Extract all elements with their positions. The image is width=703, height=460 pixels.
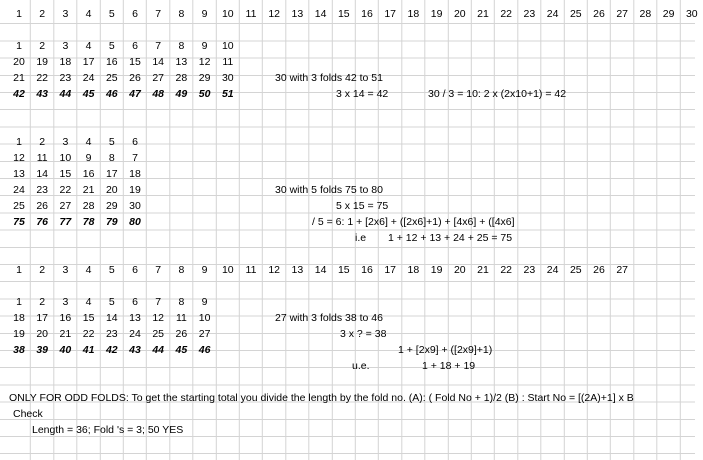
grid-cell[interactable]: 8 [178,264,185,276]
grid-cell[interactable]: 20 [453,264,466,276]
grid-cell[interactable]: 3 [62,136,69,148]
grid-cell[interactable]: 21 [82,184,95,196]
grid-cell[interactable]: 18 [59,56,72,68]
fold5-ie-value: 1 + 12 + 13 + 24 + 25 = 75 [388,232,513,244]
grid-cell[interactable]: 13 [291,8,304,20]
grid-cell[interactable]: 45 [82,88,95,100]
grid-cell[interactable]: 3 [62,8,69,20]
fold27-ue-value: 1 + 18 + 19 [422,360,476,372]
grid-cell[interactable]: 49 [175,88,188,100]
fold27-ue-label: u.e. [352,360,370,372]
grid-cell[interactable]: 16 [105,56,118,68]
grid-cell[interactable]: 1 [16,136,22,148]
grid-cell[interactable]: 13 [13,168,25,180]
grid-cell[interactable]: 7 [155,40,162,52]
grid-cell[interactable]: 28 [82,200,95,212]
grid-cell[interactable]: 20 [105,184,118,196]
grid-cell[interactable]: 4 [85,136,92,148]
grid-cell[interactable]: 26 [175,328,188,340]
grid-cell[interactable]: 7 [155,264,162,276]
grid-cell[interactable]: 25 [569,264,582,276]
odd-folds-rule-note: ONLY FOR ODD FOLDS: To get the starting total you divide the length by the fold no. (A): ( Fold No + 1)/2 (B) : Start No = [(2A)+1] x B [9,392,634,404]
grid-cell[interactable]: 50 [198,88,211,100]
grid-cell[interactable]: 27 [152,72,165,84]
grid-cell[interactable]: 25 [105,72,118,84]
grid-cell[interactable]: 22 [36,72,49,84]
grid-cell[interactable]: 42 [105,344,118,356]
grid-cell[interactable]: 20 [13,56,25,68]
grid-cell[interactable]: 17 [105,168,118,180]
grid-cell[interactable]: 47 [129,88,141,100]
grid-cell[interactable]: 30 [129,200,141,212]
grid-cell[interactable]: 5 [108,296,115,308]
grid-cell[interactable]: 43 [129,344,141,356]
grid-cell[interactable]: 27 [198,328,211,340]
grid-cell[interactable]: 26 [593,8,605,20]
grid-cell[interactable]: 15 [59,168,72,180]
grid-cell[interactable]: 75 [13,216,25,228]
grid-cell[interactable]: 9 [201,8,208,20]
grid-cell[interactable]: 7 [132,152,138,164]
check-value-note: Length = 36; Fold 's = 3; 50 YES [32,424,184,436]
grid-cell[interactable]: 10 [59,152,72,164]
grid-cell[interactable]: 16 [361,8,373,20]
grid-cell[interactable]: 17 [82,56,95,68]
grid-cell[interactable]: 8 [178,296,185,308]
grid-cell[interactable]: 23 [523,8,536,20]
grid-cell[interactable]: 5 [108,264,115,276]
grid-cell[interactable]: 9 [201,40,208,52]
grid-cell[interactable]: 22 [500,264,513,276]
grid-cell[interactable]: 41 [82,344,95,356]
grid-cell[interactable]: 2 [39,296,46,308]
grid-cell[interactable]: 11 [245,8,257,20]
grid-cell[interactable]: 1 [16,40,22,52]
grid-cell[interactable]: 20 [453,8,466,20]
grid-cell[interactable]: 25 [152,328,165,340]
grid-cell[interactable]: 3 [62,296,69,308]
grid-cell[interactable]: 1 [16,264,22,276]
grid-cell[interactable]: 11 [36,152,48,164]
grid-cell[interactable]: 11 [222,56,234,68]
grid-cell[interactable]: 27 [616,8,629,20]
grid-cell[interactable]: 6 [132,40,138,52]
grid-cell[interactable]: 16 [82,168,95,180]
grid-cell[interactable]: 78 [82,216,95,228]
grid-cell[interactable]: 13 [291,264,304,276]
grid-cell[interactable]: 12 [198,56,211,68]
grid-cell[interactable]: 44 [152,344,165,356]
grid-cell[interactable]: 29 [105,200,118,212]
grid-cell[interactable]: 15 [129,56,141,68]
grid-cell[interactable]: 4 [85,296,92,308]
grid-cell[interactable]: 10 [221,40,234,52]
grid-cell[interactable]: 29 [198,72,211,84]
grid-cell[interactable]: 2 [39,264,46,276]
grid-cell[interactable]: 79 [105,216,118,228]
fold5-title-note: 30 with 5 folds 75 to 80 [275,184,383,196]
grid-cell[interactable]: 7 [155,8,162,20]
grid-cell[interactable]: 17 [384,8,397,20]
grid-cell[interactable]: 8 [178,8,185,20]
grid-cell[interactable]: 9 [85,152,92,164]
grid-cell[interactable]: 15 [337,264,350,276]
grid-cell[interactable]: 21 [477,8,489,20]
grid-cell[interactable]: 19 [430,264,443,276]
grid-cell[interactable]: 23 [523,264,536,276]
grid-cell[interactable]: 38 [13,344,25,356]
grid-cell[interactable]: 4 [85,40,92,52]
grid-cell[interactable]: 18 [129,168,141,180]
grid-cell[interactable]: 42 [13,88,25,100]
fold3-formula-note: 30 / 3 = 10: 2 x (2x10+1) = 42 [428,88,567,100]
grid-cell[interactable]: 15 [337,8,350,20]
grid-cell[interactable]: 23 [36,184,49,196]
fold27-formula-note: 1 + [2x9] + ([2x9]+1) [398,344,493,356]
grid-cell[interactable]: 7 [155,296,162,308]
grid-cell[interactable]: 39 [36,344,49,356]
grid-cell[interactable]: 3 [62,40,69,52]
grid-cell[interactable]: 25 [13,200,25,212]
grid-cell[interactable]: 5 [108,8,115,20]
grid-cell[interactable]: 30 [685,8,698,20]
grid-cell[interactable]: 10 [198,312,211,324]
grid-cell[interactable]: 26 [36,200,49,212]
grid-cell[interactable]: 9 [201,264,208,276]
grid-cell[interactable]: 40 [59,344,72,356]
grid-cell[interactable]: 2 [39,136,46,148]
grid-cell[interactable]: 18 [407,264,420,276]
fold3-calc-note: 3 x 14 = 42 [336,88,389,100]
grid-cell[interactable]: 26 [129,72,141,84]
grid-cell[interactable]: 13 [175,56,188,68]
grid-cell[interactable]: 14 [314,264,327,276]
grid-cell[interactable]: 45 [175,344,188,356]
grid-cell[interactable]: 20 [36,328,49,340]
grid-cell[interactable]: 24 [82,72,95,84]
grid-cell[interactable]: 17 [384,264,397,276]
grid-cell[interactable]: 11 [245,264,257,276]
fold5-formula-note: / 5 = 6: 1 + [2x6] + ([2x6]+1) + [4x6] + ([4x6] [312,216,515,228]
check-label: Check [13,408,43,420]
grid-cell[interactable]: 23 [59,72,72,84]
grid-cell[interactable]: 51 [221,88,234,100]
grid-cell[interactable]: 46 [198,344,211,356]
grid-cell[interactable]: 23 [105,328,118,340]
grid-cell[interactable]: 10 [221,264,234,276]
grid-cell[interactable]: 19 [36,56,49,68]
grid-cell[interactable]: 18 [407,8,420,20]
grid-cell[interactable]: 16 [59,312,72,324]
grid-cell[interactable]: 12 [13,152,25,164]
grid-cell[interactable]: 8 [108,152,115,164]
fold27-calc-note: 3 x ? = 38 [340,328,387,340]
grid-cell[interactable]: 14 [105,312,118,324]
grid-cell[interactable]: 10 [221,8,234,20]
grid-cell[interactable]: 30 [221,72,234,84]
grid-cell[interactable]: 44 [59,88,72,100]
grid-cell[interactable]: 6 [132,8,138,20]
grid-cell[interactable]: 12 [268,8,281,20]
grid-cell[interactable]: 24 [546,264,559,276]
grid-cell[interactable]: 80 [129,216,141,228]
grid-cell[interactable]: 77 [59,216,72,228]
fold5-ie-label: i.e [355,232,367,244]
grid-cell[interactable]: 29 [662,8,675,20]
grid-cell[interactable]: 19 [13,328,25,340]
grid-cell[interactable]: 46 [105,88,118,100]
grid-cell[interactable]: 1 [16,296,22,308]
grid-cell[interactable]: 22 [500,8,513,20]
grid-cell[interactable]: 4 [85,8,92,20]
grid-cell[interactable]: 19 [430,8,443,20]
fold3-title-note: 30 with 3 folds 42 to 51 [275,72,383,84]
grid-cell[interactable]: 17 [36,312,49,324]
grid-cell[interactable]: 28 [639,8,652,20]
grid-cell[interactable]: 48 [152,88,165,100]
grid-cell[interactable]: 2 [39,8,46,20]
fold27-title-note: 27 with 3 folds 38 to 46 [275,312,383,324]
grid-cell[interactable]: 24 [129,328,141,340]
grid-cell[interactable]: 2 [39,40,46,52]
grid-cell[interactable]: 27 [616,264,629,276]
grid-cell[interactable]: 21 [477,264,489,276]
grid-cell[interactable]: 14 [36,168,49,180]
grid-cell[interactable]: 6 [132,136,138,148]
grid-cell[interactable]: 18 [13,312,25,324]
grid-cell[interactable]: 4 [85,264,92,276]
grid-cell[interactable]: 11 [175,312,187,324]
grid-cell[interactable]: 8 [178,40,185,52]
grid-cell[interactable]: 6 [132,264,138,276]
fold5-calc-note: 5 x 15 = 75 [336,200,389,212]
grid-cell[interactable]: 76 [36,216,49,228]
grid-cell[interactable]: 14 [314,8,327,20]
grid-cell[interactable]: 21 [13,72,25,84]
grid-cell[interactable]: 26 [593,264,605,276]
grid-cell[interactable]: 3 [62,264,69,276]
grid-cell[interactable]: 12 [268,264,281,276]
grid-cell[interactable]: 13 [129,312,141,324]
grid-cell[interactable]: 16 [361,264,373,276]
grid-cell[interactable]: 15 [82,312,95,324]
grid-cell[interactable]: 24 [13,184,25,196]
grid-cell[interactable]: 9 [201,296,208,308]
grid-cell[interactable]: 12 [152,312,165,324]
grid-cell[interactable]: 21 [59,328,72,340]
grid-cell[interactable]: 22 [59,184,72,196]
grid-cell[interactable]: 5 [108,136,115,148]
grid-cell[interactable]: 25 [569,8,582,20]
grid-cell[interactable]: 14 [152,56,165,68]
grid-cell[interactable]: 6 [132,296,138,308]
grid-cell[interactable]: 43 [36,88,49,100]
grid-cell[interactable]: 24 [546,8,559,20]
grid-cell[interactable]: 5 [108,40,115,52]
grid-cell[interactable]: 1 [16,8,22,20]
grid-cell[interactable]: 22 [82,328,95,340]
grid-cell[interactable]: 28 [175,72,188,84]
grid-cell[interactable]: 19 [129,184,141,196]
grid-cell[interactable]: 27 [59,200,72,212]
